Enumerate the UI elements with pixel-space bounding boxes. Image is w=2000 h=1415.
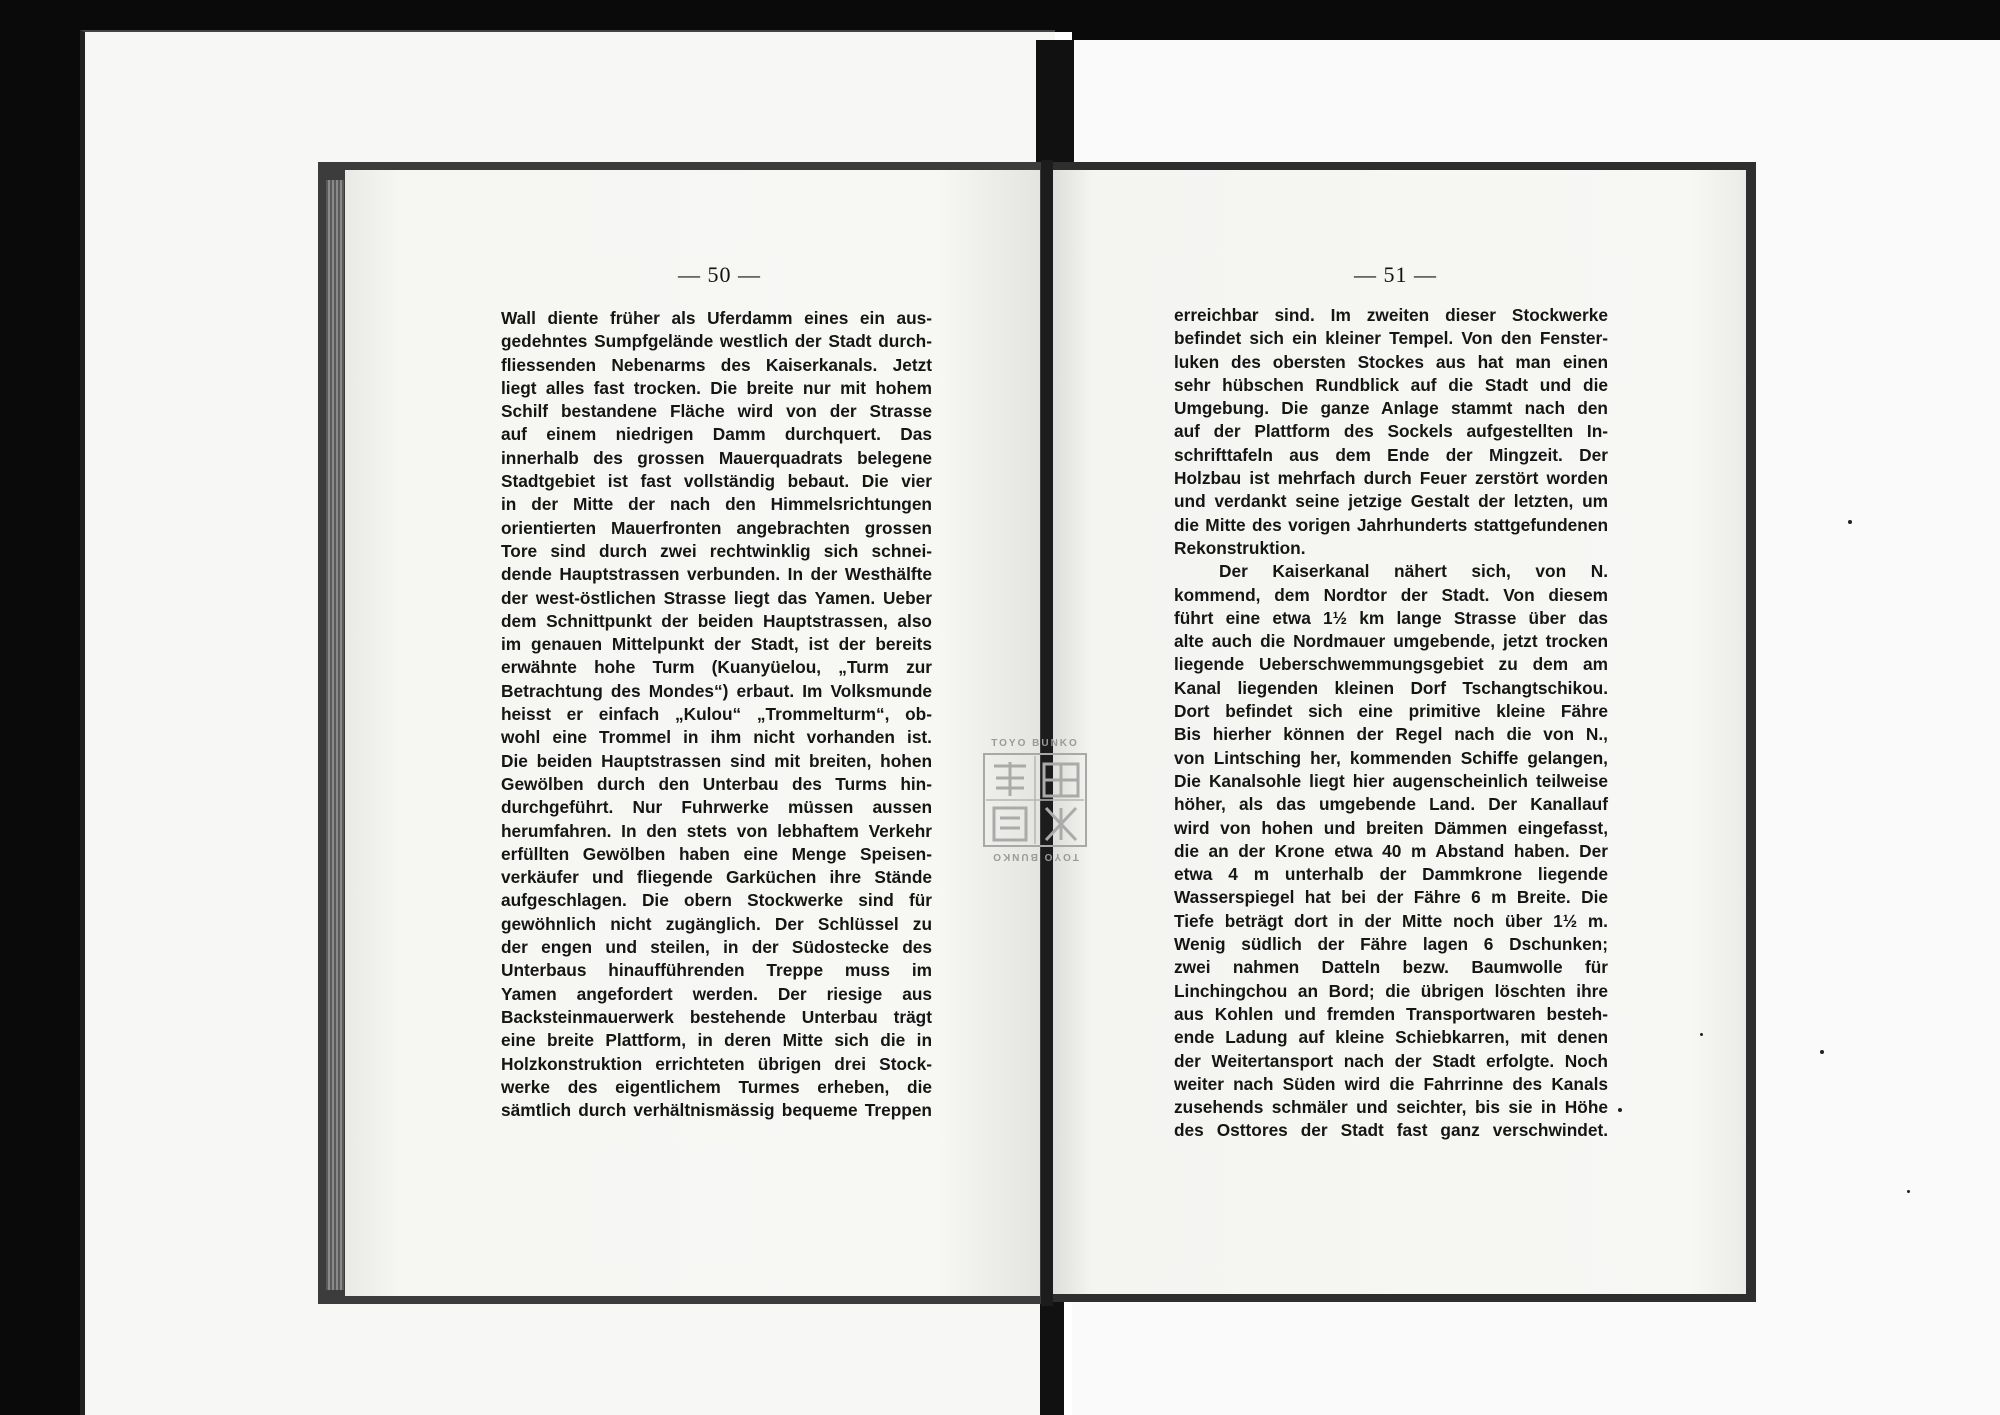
text-line: Wall diente früher als Uferdamm eines ein aus- — [501, 308, 932, 328]
text-line: Yamen angefordert werden. Der riesige aus — [501, 983, 932, 1004]
text-line: Tiefe beträgt dort in der Mitte noch über 1½ m. — [1174, 910, 1608, 931]
text-line: Holzkonstruktion errichteten übrigen drei Stock- — [501, 1053, 932, 1074]
scan-border-left — [0, 0, 82, 1415]
text-line: wird von hohen und breiten Dämmen eingefasst, — [1174, 817, 1608, 838]
scan-speck — [1700, 1033, 1703, 1036]
text-line: fliessenden Nebenarms des Kaiserkanals. Jetzt — [501, 354, 932, 375]
text-line: herumfahren. In den stets von lebhaftem Verkehr — [501, 820, 932, 841]
book-gutter — [1041, 160, 1053, 1306]
text-line: Schilf bestandene Fläche wird von der Strasse — [501, 401, 932, 422]
text-line: wohl eine Trommel in ihm nicht vorhanden ist. — [501, 727, 932, 748]
stamp-bottom-text: TOYO BUNKO — [991, 851, 1079, 862]
scan-speck — [1848, 520, 1852, 524]
spine-shadow-lower — [1040, 1300, 1064, 1415]
text-line: Wenig südlich der Fähre lagen 6 Dschunken; — [1174, 934, 1608, 955]
text-line: erwähnte hohe Turm (Kuanyüelou, „Turm zur — [501, 657, 932, 678]
text-line: der engen und steilen, in der Südostecke des — [501, 937, 932, 958]
text-line: liegt alles fast trocken. Die breite nur mit hohem — [501, 377, 932, 398]
text-line: orientierten Mauerfronten angebrachten grossen — [501, 517, 932, 538]
text-line: der west-östlichen Strasse liegt das Yamen. Ueber — [501, 587, 932, 608]
page-number-left: — 50 — — [678, 262, 761, 287]
text-line: Betrachtung des Mondes“) erbaut. Im Volksmunde — [501, 680, 932, 701]
text-line: werke des eigentlichem Turmes erheben, die — [501, 1076, 932, 1097]
text-line: gewöhnlich nicht zugänglich. Der Schlüssel zu — [501, 913, 932, 934]
book-leaf-edges — [326, 180, 344, 1290]
text-line: in der Mitte der nach den Himmelsrichtungen — [501, 494, 932, 515]
scan-speck — [1820, 1050, 1824, 1054]
text-line: Holzbau ist mehrfach durch Feuer zerstört worden — [1174, 468, 1608, 489]
text-line: des Osttores der Stadt fast ganz verschwindet. — [1174, 1120, 1608, 1141]
scan-speck — [1618, 1108, 1622, 1112]
text-line: Die beiden Hauptstrassen sind mit breiten, hohen — [501, 750, 932, 771]
text-line: liegende Ueberschwemmungsgebiet zu dem am — [1174, 654, 1608, 675]
text-line: und verdankt seine jetzige Gestalt der letzten, um — [1174, 491, 1608, 512]
text-line: dem Schnittpunkt der beiden Hauptstrassen, also — [501, 610, 932, 631]
text-line: aus Kohlen und fremden Transportwaren besteh- — [1174, 1003, 1608, 1024]
text-line: Umgebung. Die ganze Anlage stammt nach den — [1174, 398, 1608, 419]
text-line: kommend, dem Nordtor der Stadt. Von diesem — [1174, 584, 1608, 605]
text-line: Bis hierher können der Regel nach die von N., — [1174, 724, 1608, 745]
text-line: schrifttafeln aus dem Ende der Mingzeit. Der — [1174, 444, 1608, 465]
text-line: der Weitertansport nach der Stadt erfolgte. Noch — [1174, 1050, 1608, 1071]
text-line: auf der Plattform des Sockels aufgestellten In- — [1174, 421, 1608, 442]
text-line: sämtlich durch verhältnismässig bequeme Treppen — [501, 1100, 932, 1121]
text-line: höher, als das umgebende Land. Der Kanallauf — [1174, 794, 1608, 815]
scan-border-top-right — [1072, 0, 2000, 40]
text-line: aufgeschlagen. Die obern Stockwerke sind für — [501, 890, 932, 911]
text-line: befindet sich ein kleiner Tempel. Von den Fenster- — [1174, 328, 1608, 349]
text-line: heisst er einfach „Kulou“ „Trommelturm“, ob- — [501, 704, 932, 725]
text-line: die an der Krone etwa 40 m Abstand haben. Der — [1174, 840, 1608, 861]
text-line: Rekonstruktion. — [1174, 537, 1306, 558]
text-line: alte auch die Nordmauer umgebende, jetzt trocken — [1174, 631, 1608, 652]
library-stamp — [978, 738, 1092, 862]
text-line: sehr hübschen Rundblick auf die Stadt und die — [1174, 374, 1608, 395]
text-line: Der Kaiserkanal nähert sich, von N. — [1219, 561, 1608, 582]
scan-border-top-far-right — [1970, 0, 2000, 44]
text-line: Backsteinmauerwerk bestehende Unterbau trägt — [501, 1006, 932, 1027]
scan-border-top-left — [0, 0, 1075, 32]
scan-speck — [1907, 1190, 1910, 1193]
text-line: Kanal liegenden kleinen Dorf Tschangtschikou. — [1174, 677, 1608, 698]
text-line: weiter nach Süden wird die Fahrrinne des Kanals — [1174, 1073, 1608, 1094]
left-page-text — [501, 307, 932, 1122]
text-line: durchgeführt. Nur Fuhrwerke müssen aussen — [501, 797, 932, 818]
text-line: Wasserspiegel hat bei der Fähre 6 m Breite. Die — [1174, 887, 1608, 908]
text-line: Dort befindet sich eine primitive kleine Fähre — [1174, 701, 1608, 722]
text-line: verkäufer und fliegende Garküchen ihre Stände — [501, 867, 932, 888]
text-line: erreichbar sind. Im zweiten dieser Stockwerke — [1174, 305, 1608, 325]
text-line: Unterbaus hinaufführenden Treppe muss im — [501, 960, 932, 981]
text-line: gedehntes Sumpfgelände westlich der Stadt durch- — [501, 331, 932, 352]
text-line: führt eine etwa 1½ km lange Strasse über das — [1174, 607, 1608, 628]
text-line: von Lintsching her, kommenden Schiffe gelangen, — [1174, 747, 1608, 768]
spine-shadow-upper — [1036, 40, 1074, 168]
text-line: Die Kanalsohle liegt hier augenscheinlich teilweise — [1174, 770, 1608, 791]
text-line: eine breite Plattform, in deren Mitte sich die in — [501, 1030, 932, 1051]
stamp-top-text: TOYO BUNKO — [991, 738, 1079, 749]
stamp-seal-icon — [982, 752, 1088, 848]
text-line: erfüllten Gewölben haben eine Menge Speisen- — [501, 843, 932, 864]
text-line: auf einem niedrigen Damm durchquert. Das — [501, 424, 932, 445]
text-line: im genauen Mittelpunkt der Stadt, ist der bereits — [501, 634, 932, 655]
text-line: luken des obersten Stockes aus hat man einen — [1174, 351, 1608, 372]
text-line: dende Hauptstrassen verbunden. In der Westhälfte — [501, 564, 932, 585]
right-page-text — [1174, 304, 1608, 1143]
text-line: ende Ladung auf kleine Schiebkarren, mit denen — [1174, 1027, 1608, 1048]
text-line: zusehends schmäler und seichter, bis sie in Höhe — [1174, 1097, 1608, 1118]
text-line: die Mitte des vorigen Jahrhunderts stattgefundenen — [1174, 514, 1608, 535]
text-line: Gewölben durch den Unterbau des Turms hin- — [501, 773, 932, 794]
page-number-right: — 51 — — [1354, 262, 1437, 287]
text-line: innerhalb des grossen Mauerquadrats belegene — [501, 447, 932, 468]
text-line: Linchingchou an Bord; die übrigen löschten ihre — [1174, 980, 1608, 1001]
text-line: etwa 4 m unterhalb der Dammkrone liegende — [1174, 864, 1608, 885]
text-line: Stadtgebiet ist fast vollständig bebaut. Die vier — [501, 471, 932, 492]
text-line: Tore sind durch zwei rechtwinklig sich schnei- — [501, 540, 932, 561]
text-line: zwei nahmen Datteln bezw. Baumwolle für — [1174, 957, 1608, 978]
